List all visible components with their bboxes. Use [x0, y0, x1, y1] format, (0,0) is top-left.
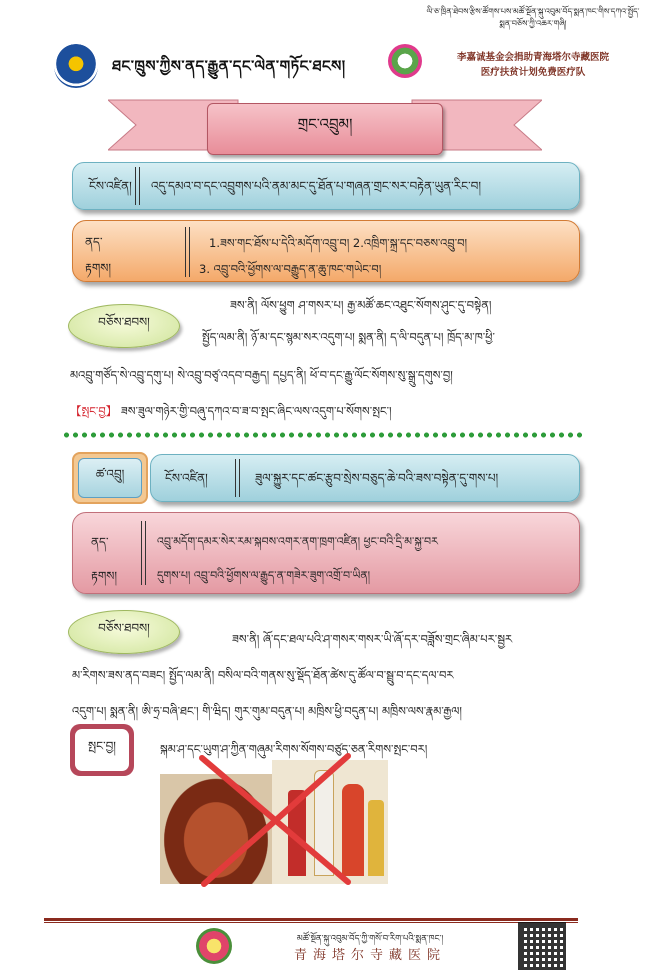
- qr-code-icon: [518, 922, 566, 970]
- bottle: [368, 800, 384, 876]
- header-title: ཐང་ཁྲུས་ཀྱིས་ནད་རྒྱུན་དང་ལེན་གཏོང་ཐངས།: [112, 57, 346, 75]
- footer-logo-icon: [196, 928, 232, 964]
- section2-para-line-2: མ་རིགས་ཟས་ནད་བཟང། སྤྱོད་ལམ་ནི། བསིལ་བའི་གནས་སུ་སྡོད་ཐོན་ཚེས་དུ་ཚོལ་བ་སྦྲུ་བ་དང་དལ་བར: [72, 668, 454, 682]
- symptoms-line-1: འབྲུ་མདོག་དམར་སེར་རམ་སྐབས་འགར་ནག་ཁྲག་འཛིན། ཕྱང་བའི་དྲི་མ་སྐྱ་བར: [157, 535, 438, 548]
- section2-symptoms-row: [72, 512, 580, 594]
- foundation-logo-icon: [388, 44, 422, 78]
- section1-symptoms-row: [72, 220, 580, 282]
- section2-treatment-label: བཅོས་ཐབས།: [68, 610, 180, 654]
- divider: [135, 167, 140, 205]
- section1-treatment-label: བཅོས་ཐབས།: [68, 304, 180, 348]
- header-org-tibetan: ལི་ཅ་ཁྲིན་ཐེབས་རྩིས་ཚོགས་པས་མཚོ་སྔོན་སྐུ་འབུམ་བོད་སྨན་ཁང་གིས་དཀའ་སྤྱོད་སྨན་བཅོས་ཀྱི་འཆར་གཞི།: [426, 7, 640, 28]
- definition-label: ངོས་འཛིན།: [89, 179, 132, 193]
- section1-para-line-4: [70, 398, 392, 431]
- symptoms-line-2: 3. འབྲུ་བའི་ཕྱོགས་ལ་བརྒྱུད་ན་ཆུ་ཁང་གཡེང་བ།: [199, 262, 382, 276]
- divider: [141, 521, 146, 585]
- divider: [185, 227, 190, 277]
- section2-definition-row: [150, 454, 580, 502]
- hospital-emblem-icon: [54, 44, 98, 88]
- symptoms-line-1: 1.ཟས་གང་ཐོས་པ་དེའི་མདོག་འབྲུ་བ། 2.འཁྲིག་སྐྲ་དང་བཅས་འབྲུ་བ།: [209, 236, 468, 250]
- avoid-label: སྤང་བྱ།: [75, 729, 129, 771]
- section2-title: ཚ་འབྲུ།: [78, 458, 142, 498]
- footer-tibetan: མཚོ་སྔོན་སྐུ་འབུམ་བོད་ཀྱི་གསོ་བ་རིག་པའི་སྨན་ཁང་།: [296, 934, 444, 944]
- section1-title: གྲང་འབྲུམ།: [207, 103, 443, 155]
- section1-para-line-3: མའབྲུ་གཙོད་སེ་འབྲུ་དགུ་པ། སེ་འབྲུ་བཙྭ་འདབ་བརྒྱད། དཔྱད་ནི། ཕོ་བ་དང་རྒྱུ་ལོང་སོགས་སུ་སྒྲུ་དགུས་བྱ།: [70, 368, 453, 382]
- definition-text: ཟུལ་སྐྱུར་དང་ཚང་རྩུབ་སྲེས་བཅུད་ཆེ་བའི་ཟས་བསྟེན་དུ་གས་པ།: [255, 471, 499, 485]
- symptoms-label-top: ནད་: [85, 235, 103, 249]
- section1-para-line-1: ཟས་ནི། ལོས་ཕྱུག ཤ་གསར་པ། རྒྱ་མཚོ་ཆང་འཐུང་སོགས་ཤུང་དུ་བསྟེན།: [230, 298, 492, 312]
- footer-divider-thin: [44, 922, 578, 923]
- dotted-separator: [62, 431, 586, 439]
- section2-para-line-1: ཟས་ནི། ཞོ་དང་ཐལ་པའི་ཤ་གསར་གསར་ཡི་ཞོ་དར་བཟློས་གྲང་ཞིམ་པར་སྦྱར: [232, 632, 513, 646]
- section2-title-badge: [72, 452, 148, 504]
- symptoms-label-bottom: རྟགས།: [91, 569, 118, 583]
- section2-avoid-text: སྐམ་ཤ་དང་ཡུག་ཤ་ཀྱིན་གཞུམ་རིགས་སོགས་བཙུད་ཅན་རིགས་སྤང་བར།: [160, 742, 428, 756]
- prohibited-cross-icon: [188, 748, 358, 890]
- header-org-cn-line2: 医疗扶贫计划免费医疗队: [480, 67, 586, 78]
- page-header: [0, 0, 650, 90]
- symptoms-label-top: ནད་: [91, 535, 109, 549]
- definition-label: ངོས་འཛིན།: [165, 471, 208, 485]
- symptoms-line-2: དུགས་པ། འབྲུ་བའི་ཕྱོགས་ལ་རྒྱུད་ན་གཟེར་ཟུག་འགྲོ་བ་ཡིན།: [157, 569, 371, 582]
- section2-avoid-badge: [70, 724, 134, 776]
- divider: [235, 459, 240, 497]
- symptoms-label-bottom: རྟགས།: [85, 261, 112, 275]
- footer-divider: [44, 918, 578, 921]
- section1-definition-row: [72, 162, 580, 210]
- footer-chinese: 青海塔尔寺藏医院: [293, 948, 446, 963]
- section1-para-line-2: སྤྱོད་ལམ་ནི། ཉོ་མ་དང་སྙམ་སར་འདུག་པ། སྨན་ནི། ད་ལི་བདུན་པ། ཁྲོད་མ་ཁ་ཕྱི་: [202, 330, 495, 344]
- section2-para-line-3: འདུག་པ། སྨན་ནི། ཨི་ཧྲ་བཞི་ཐང་། གི་ཝིད། གུར་གུམ་བདུན་པ། མཁྲིས་ཕྱི་བདུན་པ། མཁྲིས་ལས་རྣམ་རྒྱལ།: [72, 704, 462, 718]
- header-org-cn-line1: 李嘉诚基金会捐助青海塔尔寺藏医院: [456, 52, 609, 63]
- avoid-text: ཟས་ཟུལ་གཉེར་གྱི་བཞུ་དཀའ་བ་ཟ་བ་སྤང་ཞིང་ལས་འདུག་པ་སོགས་སྤང་།: [120, 404, 392, 418]
- header-org-chinese: [426, 50, 640, 80]
- avoid-bracket-label: 【སྤང་བྱ】: [70, 404, 118, 418]
- definition-text: འདུ་དམའ་བ་དང་འབྲུགས་པའི་ནམ་མང་དུ་ཐོན་པ་གཞན་གྲང་སར་བརྟེན་ཡུན་རིང་བ།: [151, 179, 481, 193]
